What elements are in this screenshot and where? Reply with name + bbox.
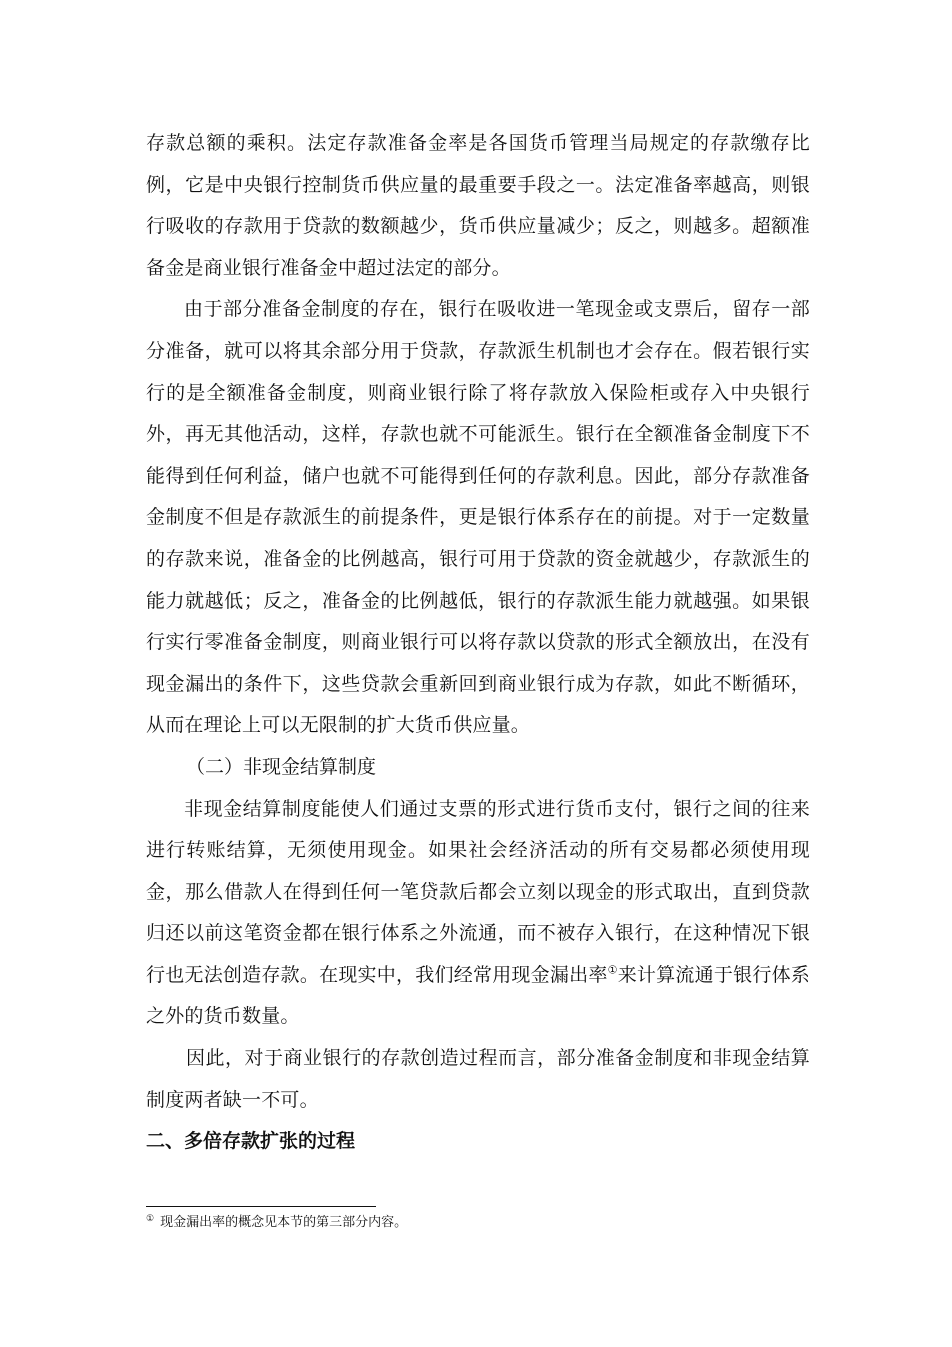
footnote-text: 现金漏出率的概念见本节的第三部分内容。 [160,1215,408,1230]
footnote-reference-mark[interactable]: ① [607,963,618,977]
paragraph-noncash-settlement [146,789,810,1039]
footnote-divider [146,1206,376,1207]
paragraph-fractional-reserve: 由于部分准备金制度的存在，银行在吸收进一笔现金或支票后，留存一部分准备，就可以将其余部分用于贷款，存款派生机制也才会存在。假若银行实行的是全额准备金制度，则商业银行除了将存款放入保险柜或存入中央银行外，再无其他活动，这样，存款也就不可能派生。银行在全额准备金制度下不能得到任何利益，储户也就不可能得到任何的存款利息。因此，部分存款准备金制度不但是存款派生的前提条件，更是银行体系存在的前提。对于一定数量的存款来说，准备金的比例越高，银行可用于贷款的资金就越少，存款派生的能力就越低；反之，准备金的比例越低，银行的存款派生能力就越强。如果银行实行零准备金制度，则商业银行可以将存款以贷款的形式全额放出，在没有现金漏出的条件下，这些贷款会重新回到商业银行成为存款，如此不断循环，从而在理论上可以无限制的扩大货币供应量。 [146,298,810,737]
paragraph-noncash-text-b: 来计算流通于银行体系之外的货币数量。 [146,963,810,1028]
paragraph-noncash-text-a: 非现金结算制度能使人们通过支票的形式进行货币支付，银行之间的往来进行转账结算，无须使用现金。如果社会经济活动的所有交易都必须使用现金，那么借款人在得到任何一笔贷款后都会立刻以现金的形式取出，直到贷款归还以前这笔资金都在银行体系之外流通，而不被存入银行，在这种情况下银行也无法创造存款。在现实中，我们经常用现金漏出率 [146,797,810,986]
paragraph-conclusion: 因此，对于商业银行的存款创造过程而言，部分准备金制度和非现金结算制度两者缺一不可。 [146,1047,810,1111]
section-heading-deposit-expansion: 二、多倍存款扩张的过程 [146,1130,356,1153]
paragraph-reserve-ratio: 存款总额的乘积。法定存款准备金率是各国货币管理当局规定的存款缴存比例，它是中央银行控制货币供应量的最重要手段之一。法定准备率越高，则银行吸收的存款用于贷款的数额越少，货币供应量减少；反之，则越多。超额准备金是商业银行准备金中超过法定的部分。 [146,132,810,279]
footnote [146,1214,407,1232]
footnote-mark: ① [146,1213,155,1224]
document-body [146,123,810,1163]
subheading-noncash-settlement: （二）非现金结算制度 [186,755,377,778]
